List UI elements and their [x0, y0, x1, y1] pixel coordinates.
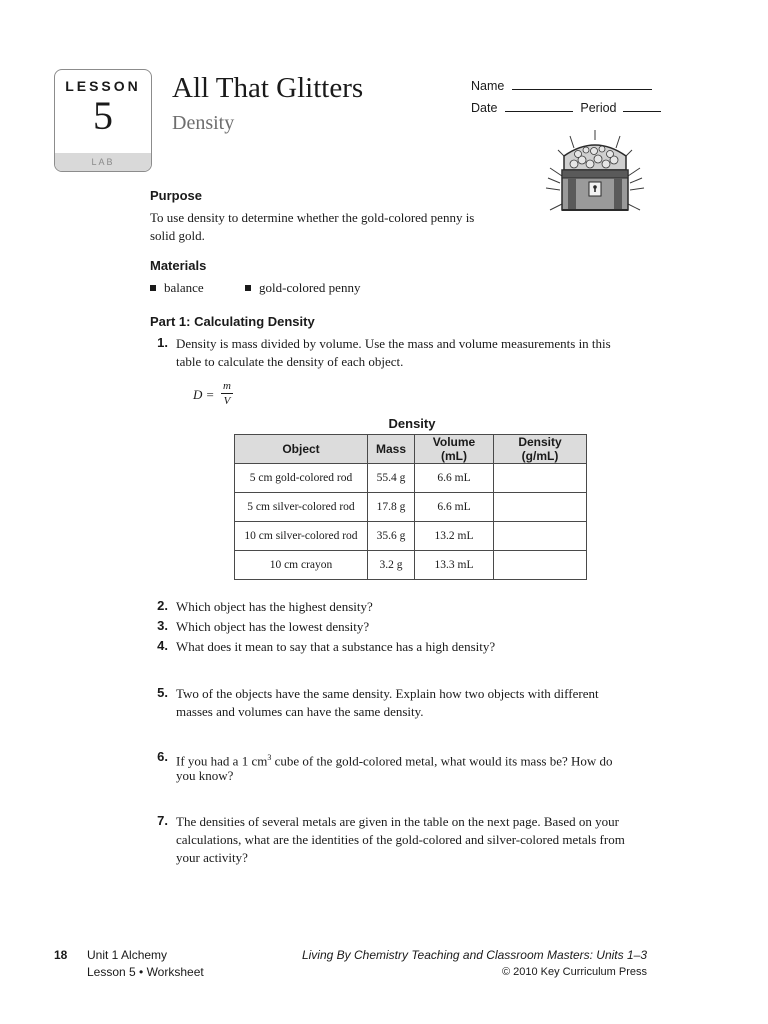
header-object: Object: [235, 435, 368, 464]
lesson-badge: [54, 69, 152, 172]
q6-superscript: 3: [267, 753, 272, 762]
question-2-number: 2.: [157, 598, 168, 613]
lesson-label: LESSON: [65, 78, 141, 94]
cell-mass: 17.8 g: [368, 493, 415, 522]
table-row: [235, 522, 587, 551]
cell-volume: 13.3 mL: [415, 551, 494, 580]
cell-object: 5 cm silver-colored rod: [235, 493, 368, 522]
question-5-number: 5.: [157, 685, 168, 700]
fraction-bar: [221, 393, 233, 394]
material-label: balance: [164, 280, 204, 295]
question-4-number: 4.: [157, 638, 168, 653]
question-3-number: 3.: [157, 618, 168, 633]
question-5-line-2: masses and volumes can have the same density.: [176, 704, 424, 719]
density-formula-fraction: [221, 380, 233, 407]
header-volume: Volume (mL): [415, 435, 494, 464]
question-7-line-3: your activity?: [176, 850, 248, 865]
treasure-chest-icon: [540, 128, 650, 232]
table-header-row: [235, 435, 587, 464]
table-title: Density: [388, 416, 436, 431]
question-7-line-2: calculations, what are the identities of the gold-colored and silver-colored metals from: [176, 832, 625, 847]
question-6-line-2: you know?: [176, 768, 234, 783]
formula-numerator: m: [223, 380, 231, 392]
footer-copyright: © 2010 Key Curriculum Press: [501, 966, 647, 978]
question-2-text: Which object has the highest density?: [176, 599, 373, 614]
question-6-number: 6.: [157, 749, 168, 764]
page-number: 18: [54, 948, 68, 962]
purpose-line-2: solid gold.: [150, 228, 205, 243]
part1-heading: Part 1: Calculating Density: [150, 314, 315, 329]
table-row: [235, 464, 587, 493]
header-density: Density (g/mL): [494, 435, 587, 464]
question-6-line-1: [176, 749, 613, 770]
cell-density-input[interactable]: [494, 493, 587, 522]
material-label: gold-colored penny: [259, 280, 361, 295]
date-line[interactable]: [505, 100, 573, 112]
cell-density-input[interactable]: [494, 551, 587, 580]
purpose-line-1: To use density to determine whether the gold-colored penny is: [150, 210, 475, 225]
footer-lesson: Lesson 5 • Worksheet: [87, 965, 204, 979]
period-line[interactable]: [623, 100, 661, 112]
cell-object: 5 cm gold-colored rod: [235, 464, 368, 493]
cell-object: 10 cm silver-colored rod: [235, 522, 368, 551]
material-item-penny: [245, 279, 360, 297]
question-7-line-1: The densities of several metals are given in the table on the next page. Based on your: [176, 814, 619, 829]
name-label: Name: [471, 79, 505, 93]
cell-density-input[interactable]: [494, 464, 587, 493]
question-1-number: 1.: [157, 335, 168, 350]
period-label: Period: [580, 101, 617, 115]
cell-volume: 6.6 mL: [415, 493, 494, 522]
question-1-line-2: table to calculate the density of each object.: [176, 354, 404, 369]
bullet-icon: [150, 285, 156, 291]
density-formula-lhs: D =: [193, 387, 215, 402]
cell-mass: 55.4 g: [368, 464, 415, 493]
table-row: [235, 493, 587, 522]
footer-unit: Unit 1 Alchemy: [87, 948, 168, 962]
question-3-text: Which object has the lowest density?: [176, 619, 370, 634]
cell-mass: 3.2 g: [368, 551, 415, 580]
name-line[interactable]: [512, 78, 652, 90]
page-title: All That Glitters: [172, 72, 364, 104]
question-1-line-1: Density is mass divided by volume. Use the mass and volume measurements in this: [176, 336, 611, 351]
cell-mass: 35.6 g: [368, 522, 415, 551]
cell-density-input[interactable]: [494, 522, 587, 551]
purpose-heading: Purpose: [150, 188, 203, 203]
cell-object: 10 cm crayon: [235, 551, 368, 580]
q6-text-pre: If you had a 1 cm: [176, 753, 268, 769]
lesson-number: 5: [93, 93, 113, 138]
footer-book-title: Living By Chemistry Teaching and Classroom Masters: Units 1–3: [301, 948, 647, 962]
lesson-type-band: LAB: [55, 153, 151, 171]
cell-volume: 13.2 mL: [415, 522, 494, 551]
material-item-balance: [150, 279, 204, 297]
question-7-number: 7.: [157, 813, 168, 828]
question-5-line-1: Two of the objects have the same density. Explain how two objects with different: [176, 686, 599, 701]
page-subtitle: Density: [172, 112, 235, 134]
date-label: Date: [471, 101, 498, 115]
bullet-icon: [245, 285, 251, 291]
date-period-row: [471, 100, 661, 115]
materials-heading: Materials: [150, 258, 207, 273]
table-row: [235, 551, 587, 580]
header-mass: Mass: [368, 435, 415, 464]
question-4-text: What does it mean to say that a substance has a high density?: [176, 639, 496, 654]
q6-text-post: cube of the gold-colored metal, what would its mass be? How do: [271, 753, 613, 769]
density-table: [234, 434, 587, 580]
formula-denominator: V: [223, 395, 231, 407]
cell-volume: 6.6 mL: [415, 464, 494, 493]
name-field[interactable]: [471, 78, 652, 93]
